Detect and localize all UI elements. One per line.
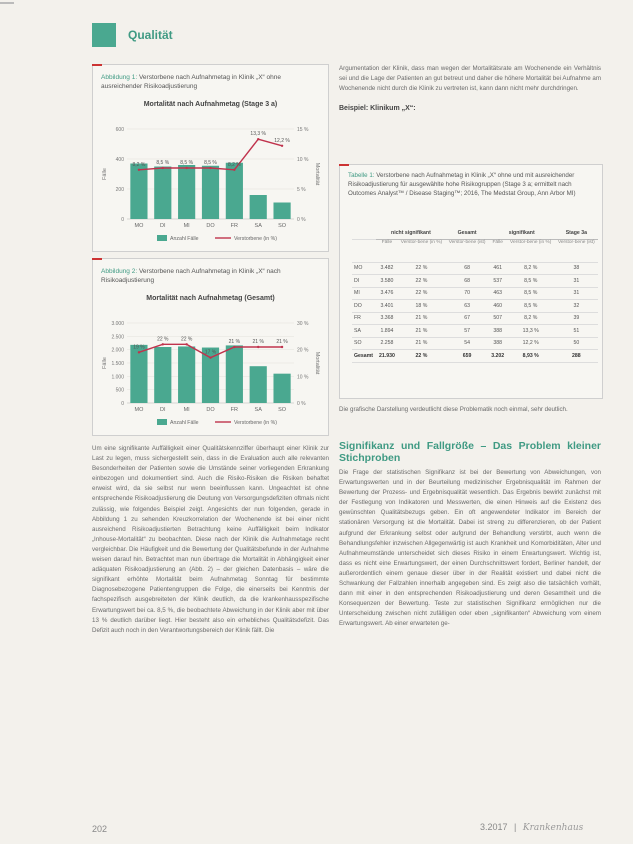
figure-2-chart [97, 305, 324, 433]
line-point [138, 169, 140, 171]
table-1-caption [348, 171, 594, 198]
left-column [92, 444, 329, 816]
group-header-total: Gesamt [445, 227, 488, 239]
data-table [352, 227, 598, 363]
table-total-row [352, 350, 598, 363]
table-cell: 388 [489, 325, 507, 338]
figure-1-chart [97, 111, 324, 249]
line-point [233, 346, 235, 348]
table-cell: 388 [489, 337, 507, 350]
journal-brand: Krankenhaus [522, 823, 584, 833]
table-cell: 39 [555, 312, 598, 325]
figure-1-label: Abbildung 1: [101, 74, 138, 81]
data-label: 13,3 % [250, 131, 267, 138]
row-label: SO [352, 337, 376, 350]
page-corner-mark [0, 2, 14, 4]
figure-2-caption-text: Verstorbene nach Aufnahmetag in Klinik „X“ nach Risikoadjustierung [101, 268, 281, 284]
footer-issue [480, 822, 583, 833]
y-tick-label: 3.000 [111, 321, 124, 327]
page-number: 202 [92, 824, 108, 834]
bar-mo [130, 345, 147, 403]
right-column-mid [339, 405, 601, 415]
table-cell: 68 [445, 275, 488, 288]
section-marker [92, 23, 116, 47]
table-cell: 8,5 % [507, 300, 555, 313]
data-label: 21 % [228, 339, 241, 345]
line-point [281, 346, 283, 348]
data-label: 21 % [252, 339, 264, 345]
line-point [162, 343, 164, 345]
data-label: 8,5 % [204, 160, 217, 166]
right-top-body: Argumentation der Klinik, dass man wegen der Mortalitätsrate am Wochenende ein Verhältnis sei und die Lage der Patienten an gut betreut und daher die höhere Mortalität bei Aufnahme am Wochenende nicht durch die Klinik zu vertreten ist, kann dann nicht mehr durchdringen. [339, 65, 601, 93]
table-cell: 50 [555, 337, 598, 350]
y2-tick-label: 5 % [297, 187, 306, 193]
y2-axis-title: Mortalität [314, 351, 320, 375]
table-cell: 22 % [397, 262, 445, 275]
row-label: SA [352, 325, 376, 338]
bar-sa [250, 195, 267, 219]
table-cell: 68 [445, 262, 488, 275]
table-cell: 507 [489, 312, 507, 325]
bar-do [202, 348, 219, 403]
legend-swatch-cases [157, 419, 167, 425]
table-cell: 1.894 [376, 325, 397, 338]
table-cell: 8,2 % [507, 312, 555, 325]
data-label: 12,2 % [274, 137, 290, 144]
sub-header: Verstor-bene (ist) [555, 239, 598, 262]
legend-label: Anzahl Fälle [170, 236, 199, 242]
y-axis-title: Fälle [102, 168, 108, 180]
y-tick-label: 2.000 [111, 347, 124, 354]
section-title: Qualität [128, 28, 173, 42]
y2-tick-label: 15 % [297, 127, 309, 133]
row-label: DI [352, 275, 376, 288]
issue-number: 3.2017 [480, 822, 508, 832]
y-tick-label: 200 [115, 187, 124, 193]
data-label: 22 % [180, 336, 193, 343]
y-axis-title: Fälle [102, 357, 108, 369]
y-tick-label: 400 [115, 157, 124, 163]
table-cell: 537 [489, 275, 507, 288]
table-cell: 31 [555, 275, 598, 288]
table-cell: 21 % [397, 337, 445, 350]
data-label: 8,2 % [227, 161, 241, 168]
line-point [257, 346, 259, 348]
table-cell: 8,2 % [507, 262, 555, 275]
data-label: 19 % [133, 344, 145, 351]
y-tick-label: 0 [121, 217, 124, 223]
table-cell: 54 [445, 337, 488, 350]
bar-do [202, 166, 219, 219]
sub-header: Fälle [376, 239, 397, 262]
corner-cell [352, 227, 376, 239]
footer-separator: | [514, 822, 517, 832]
group-header-significant: signifikant [489, 227, 555, 239]
x-tick-label: DO [206, 407, 215, 413]
x-tick-label: DI [160, 407, 166, 413]
x-tick-label: FR [230, 407, 239, 413]
section-header [92, 22, 173, 48]
table-cell: 31 [555, 287, 598, 300]
line-point [185, 343, 187, 345]
table-row [352, 300, 598, 313]
data-label: 8,2 % [132, 161, 146, 168]
table-cell: 22 % [397, 275, 445, 288]
legend-label: Verstorbene (in %) [234, 420, 277, 426]
table-cell: 3.401 [376, 300, 397, 313]
table-cell: 13,3 % [507, 325, 555, 338]
corner-cell-sub [352, 239, 376, 262]
right-column-top [339, 64, 601, 114]
figure-2 [92, 258, 329, 436]
y-tick-label: 0 [121, 401, 124, 407]
x-tick-label: DO [206, 223, 215, 229]
figure-1 [92, 64, 329, 252]
table-cell: 38 [555, 262, 598, 275]
figure-2-label: Abbildung 2: [101, 268, 138, 275]
example-heading: Beispiel: Klinikum „X“: [339, 105, 416, 113]
table-total-cell: 3.202 [489, 350, 507, 363]
table-total-cell: 22 % [397, 350, 445, 363]
y2-tick-label: 10 % [297, 374, 309, 381]
sub-header: Verstor-bene (in %) [507, 239, 555, 262]
x-tick-label: SO [278, 223, 287, 229]
line-point [162, 167, 164, 169]
group-header-stage: Stage 3a [555, 227, 598, 239]
bar-so [273, 203, 290, 220]
table-cell: 67 [445, 312, 488, 325]
legend-swatch-cases [157, 235, 167, 241]
bar-di [154, 347, 171, 403]
row-label: DO [352, 300, 376, 313]
line-point [281, 145, 283, 147]
y2-tick-label: 10 % [297, 157, 309, 163]
bar-fr [226, 163, 243, 219]
table-total-cell: 288 [555, 350, 598, 363]
section-body: Die Frage der statistischen Signifikanz ist bei der Bewertung von Abweichungen, von Erwartungswerten und in der Beurteilung medizinischer Ergebnisqualität im Rahmen der Bewertung der Prozess- und Ergebnisqualität wesentlich. Das Ergebnis bewirkt zunächst mit der Festlegung von Indikatoren und Messwerten, die einen Hinweis auf die Existenz des gewünschten Qualitätsbezugs geben. Ein oft angewendeter Indikator im Bereich der stationären Versorgung ist die Mortalität. Dabei ist streng zu differenzieren, ob der Patient aufgrund der Erkrankung selbst oder aufgrund der Behandlung verstirbt, auch wenn die Behandlungsfehler inzwischen Allgegenwärtig ist auch Krankheit und Komorbiditäten, Alter und Aufnahmeumstände unterscheidet sich dieses Risiko in einem Erwartungswert. Wichtig ist, dass es nicht eine Erwartungswert, der einen Durchschnittswert fordert, Berliner handelt, der außerordentlich einem genaue dieser über in der Realität existiert und dabei nicht die Schwankung der Fallzahlen innerhalb angegeben sind. Es zeigt also die tatsächlich vorhält, dann mit einer in den entsprechenden Risikoadjustierung und deren Gesamtheit und die Konsequenzen der Bewertung. Teste zur statistischen Signifikanz ermöglichen nur die Unterscheidung zwischen nicht zufälligen oder eben „signifikanten“ Abweichung vom einem Erwartungswert. Ab einer erwarteten ge- [339, 469, 601, 628]
table-cell: 32 [555, 300, 598, 313]
table-cell: 8,5 % [507, 275, 555, 288]
section-heading: Signifikanz und Fallgröße – Das Problem kleiner Stichproben [339, 440, 601, 464]
y-tick-label: 2.500 [111, 334, 124, 341]
x-tick-label: SO [278, 407, 287, 413]
group-header-not-significant: nicht signifikant [376, 227, 445, 239]
right-column-section [339, 440, 601, 816]
data-label: 8,5 % [180, 160, 194, 166]
data-label: 22 % [157, 336, 169, 343]
line-point [138, 351, 140, 353]
right-mid-body: Die grafische Darstellung verdeutlicht diese Problematik noch einmal, sehr deutlich. [339, 406, 568, 413]
table-cell: 460 [489, 300, 507, 313]
bar-mo [130, 161, 147, 220]
table-cell: 63 [445, 300, 488, 313]
row-label: MI [352, 287, 376, 300]
table-cell: 22 % [397, 287, 445, 300]
table-row [352, 262, 598, 275]
x-tick-label: MI [183, 223, 190, 229]
total-label: Gesamt [352, 350, 376, 363]
figure-2-caption [101, 267, 320, 285]
table-row [352, 287, 598, 300]
row-label: FR [352, 312, 376, 325]
table-cell: 21 % [397, 325, 445, 338]
figure-2-chart-title: Mortalität nach Aufnahmetag (Gesamt) [146, 295, 275, 302]
x-tick-label: FR [230, 223, 239, 229]
x-tick-label: MO [134, 407, 144, 413]
table-cell: 57 [445, 325, 488, 338]
table-row [352, 275, 598, 288]
table-cell: 21 % [397, 312, 445, 325]
row-label: MO [352, 262, 376, 275]
table-cell: 51 [555, 325, 598, 338]
x-tick-label: DI [160, 223, 166, 229]
line-point [209, 356, 211, 358]
figure-1-caption [101, 73, 320, 91]
sub-header: Fälle [489, 239, 507, 262]
sub-header: Verstor-bene (ist) [445, 239, 488, 262]
bar-mi [178, 346, 195, 403]
table-row [352, 312, 598, 325]
bar-sa [250, 366, 267, 403]
table-cell: 3.580 [376, 275, 397, 288]
figure-1-caption-text: Verstorbene nach Aufnahmetag in Klinik „X“ ohne ausreichender Risikoadjustierung [101, 74, 281, 90]
y2-tick-label: 0 % [297, 401, 306, 407]
table-cell: 461 [489, 262, 507, 275]
table-cell: 18 % [397, 300, 445, 313]
y-tick-label: 500 [115, 387, 124, 394]
legend-label: Anzahl Fälle [170, 420, 199, 426]
data-label: 8,5 % [156, 160, 170, 166]
left-body-text: Um eine signifikante Auffälligkeit einer Qualitätskennziffer überhaupt einer Klinik zur Last zu legen, muss sichergestellt sein, dass in die Evaluation auch alle relevanten Besonderheiten der Patienten sowie die Umstände seiner vorliegenden Erkrankung einbezogen und dokumentiert sind. Auch die Risiko-Risiken die Risiken behaftet erweist wird, da sie selbst nur wenn beeinflussen kann. Ungeachtet ist ohne entsprechende Risikoadjustierung die Deutung von Versorgungsdefiziten oftmals nicht zulässig, wie folgendes Beispiel zeigt. Angesichts der nun folgenden, gerade in Abbildung 1 zu sehenden Kreuzkorrelation der Wochenende ist bei einer nicht ausreichend Risikoadjustierten Betrachtung keine Auffälligkeit beim Indikator „Inhouse-Mortalität“ zu beobachten. Diese nach der Klinik die Aufnahmetage recht vergleichbar. Die Häufigkeit und die Bewertung der Qualitätsbefunde in der Aufnahme weisen darauf hin. Betrachtet man nun übertrage die Mortalität in Abhängigkeit einer adäquaten Risikoadjustierung an (Abb. 2) – der gleichen Datenbasis – wäre die signifikant erhöhte Mortalität beim Aufnahmetag Sonntag für bestimmte Diagnosebezogene Patientengruppen die Folge, die einerseits bei Kenntnis der fachspezifisch ausgebreiteten der Klinik deutlich, da die krankenhausspezifische Erwartungswert bei ca. 8,5 %, die beobachtete Abweichung in der Klinik aber mit über 13 % deutlich darüber liegt. Hier besteht also ein erhebliches Qualitätsdefizit. Das Defizit auch noch in den Verantwortungsbereich der Klinik fällt. Die [92, 445, 329, 634]
data-label: 17 % [204, 349, 217, 356]
table-cell: 2.258 [376, 337, 397, 350]
figure-1-chart-title: Mortalität nach Aufnahmetag (Stage 3 a) [143, 101, 278, 108]
table-cell: 3.368 [376, 312, 397, 325]
legend-label: Verstorbene (in %) [234, 236, 277, 242]
x-tick-label: MI [183, 407, 190, 413]
x-tick-label: SA [254, 407, 262, 413]
y2-tick-label: 0 % [297, 217, 306, 223]
y-tick-label: 1.000 [111, 374, 124, 381]
sub-header: Verstor-bene (in %) [397, 239, 445, 262]
line-point [209, 167, 211, 169]
bar-di [154, 167, 171, 220]
table-cell: 70 [445, 287, 488, 300]
bar-fr [226, 345, 243, 403]
x-tick-label: SA [254, 223, 262, 229]
table-row [352, 337, 598, 350]
bar-so [273, 374, 290, 403]
table-cell: 3.476 [376, 287, 397, 300]
table-cell: 8,5 % [507, 287, 555, 300]
y-tick-label: 600 [115, 127, 124, 133]
table-cell: 12,2 % [507, 337, 555, 350]
table-total-cell: 21.930 [376, 350, 397, 363]
line-point [185, 167, 187, 169]
line-point [233, 169, 235, 171]
table-1 [339, 164, 603, 399]
table-total-cell: 8,93 % [507, 350, 555, 363]
bar-mi [178, 165, 195, 219]
table-row [352, 325, 598, 338]
y-tick-label: 1.500 [111, 361, 124, 367]
table-1-label: Tabelle 1: [348, 172, 375, 179]
y2-tick-label: 20 % [297, 347, 309, 354]
data-label: 21 % [276, 339, 288, 345]
table-1-caption-text: Verstorbene nach Aufnahmetag in Klinik „X“ ohne und mit ausreichender Risikoadjustierung für ausgewählte hohe Risikogruppen (Stage 3 a; ermittelt nach Outcomes Analyst™ / Disease Staging™; 2016, The Medstat Group, Ann Arbor MI) [348, 172, 576, 197]
y2-axis-title: Mortalität [314, 162, 320, 186]
table-total-cell: 659 [445, 350, 488, 363]
table-cell: 3.482 [376, 262, 397, 275]
x-tick-label: MO [134, 223, 144, 229]
y2-tick-label: 30 % [297, 321, 309, 327]
table-cell: 463 [489, 287, 507, 300]
line-point [257, 138, 259, 140]
